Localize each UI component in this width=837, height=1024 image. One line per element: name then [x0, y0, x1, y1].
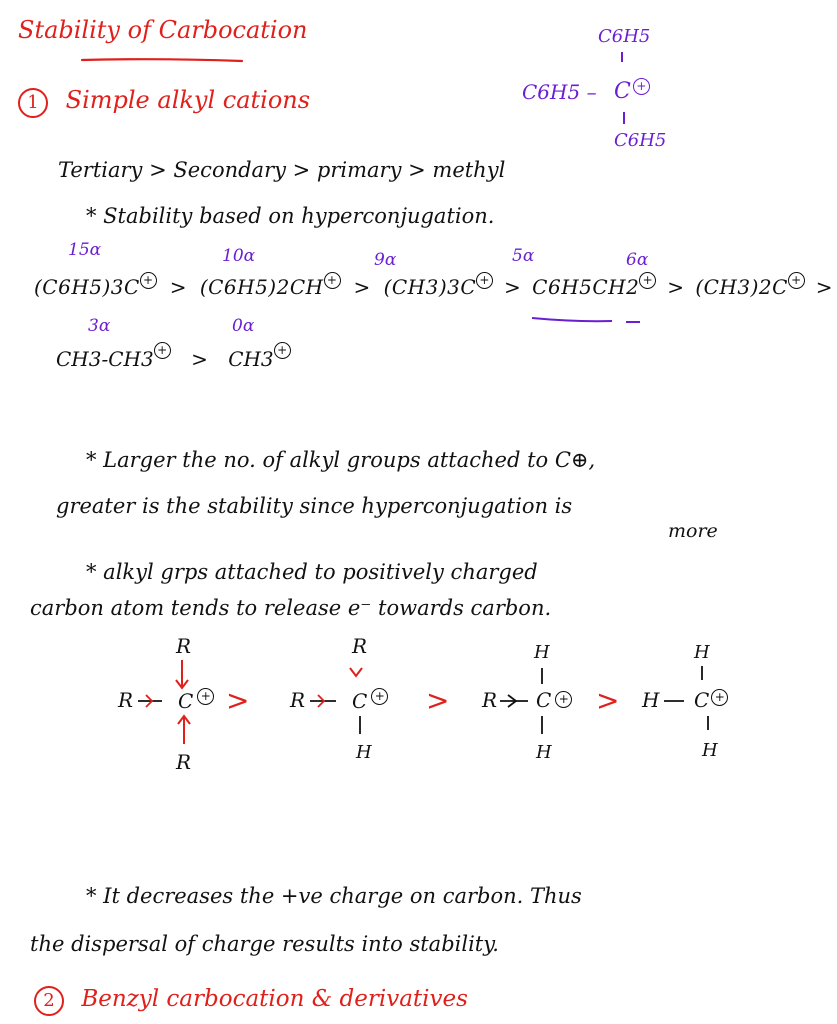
s4-center: C + [694, 688, 728, 712]
s1-top: R [176, 634, 192, 658]
charge-icon: + [555, 691, 572, 708]
charge-icon: + [371, 688, 388, 705]
s3-center: C + [536, 688, 572, 712]
charge-icon: + [274, 342, 291, 359]
charge-icon: + [476, 272, 493, 289]
count-0: 0α [232, 316, 255, 336]
gt-3: > [596, 684, 620, 717]
s2-bottom: H [356, 742, 372, 763]
charge-icon: + [154, 342, 171, 359]
s4-left: H [642, 688, 660, 712]
charge-icon: + [711, 689, 728, 706]
page-title: Stability of Carbocation [18, 16, 308, 44]
cation-benzyl: C6H5CH2 [532, 275, 640, 299]
charge-icon: + [197, 688, 214, 705]
charge-icon: + [324, 272, 341, 289]
larger-note-line2: greater is the stability since hyperconjugation is [56, 494, 573, 518]
s2-top: R [352, 634, 368, 658]
alkyl-note-line2: carbon atom tends to release e⁻ towards carbon. [30, 596, 552, 620]
s1-bottom: R [176, 750, 192, 774]
section2-heading-text: Benzyl carbocation & derivatives [81, 986, 468, 1012]
cation-tert-butyl: (CH3)3C [383, 275, 477, 299]
corner-top-group: C6H5 [598, 26, 651, 47]
gt-1: > [226, 684, 250, 717]
count-3: 3α [88, 316, 111, 336]
charge-icon: + [639, 272, 656, 289]
s2-left: R [290, 688, 306, 712]
conclusion-line2: the dispersal of charge results into stability. [30, 932, 499, 956]
series-row-1: (C6H5)3C + > (C6H5)2CH + > (CH3)3C + > C6H5CH2 + > (CH3)2C + > [34, 273, 834, 299]
larger-note-line1: * Larger the no. of alkyl groups attached to C⊕, [86, 448, 596, 472]
section2-number: 2 [34, 986, 64, 1016]
s2-center: C + [352, 688, 388, 713]
corner-left-group: C6H5 – [522, 80, 597, 104]
stability-order-line: Tertiary > Secondary > primary > methyl [58, 158, 506, 182]
s3-top: H [534, 642, 550, 663]
corner-bottom-group: C6H5 [614, 130, 667, 151]
cation-diphenylmethyl: (C6H5)2CH [199, 275, 324, 299]
corner-center-carbon: C + [614, 78, 650, 104]
cation-isopropyl: (CH3)2C [695, 275, 788, 299]
section1-heading-text: Simple alkyl cations [65, 86, 311, 114]
s1-center: C + [178, 688, 214, 713]
section1-number: 1 [18, 88, 48, 118]
cation-ethyl: CH3-CH3 [56, 347, 154, 371]
corner-charge-icon: + [633, 78, 650, 95]
s4-bottom: H [702, 740, 718, 761]
s3-bottom: H [536, 742, 552, 763]
s1-left: R [118, 688, 134, 712]
alkyl-note-line1: * alkyl grps attached to positively charged [86, 560, 538, 584]
charge-icon: + [140, 272, 157, 289]
cation-triphenylmethyl: (C6H5)3C [34, 275, 140, 299]
section2-heading [34, 986, 468, 1016]
conclusion-line1: * It decreases the +ve charge on carbon. Thus [86, 884, 582, 908]
hyperconjugation-note: * Stability based on hyperconjugation. [86, 204, 495, 228]
series-row-2: CH3-CH3 + > CH3 + [56, 342, 291, 371]
cation-methyl: CH3 [228, 347, 274, 371]
count-15: 15α [68, 240, 102, 260]
larger-note-line3: more [668, 520, 718, 542]
count-9: 9α [374, 250, 397, 270]
count-5: 5α [512, 246, 535, 266]
s3-left: R [482, 688, 498, 712]
count-6: 6α [626, 250, 649, 270]
count-10: 10α [222, 246, 256, 266]
gt-2: > [426, 684, 450, 717]
s4-top: H [694, 642, 710, 663]
charge-icon: + [788, 272, 805, 289]
